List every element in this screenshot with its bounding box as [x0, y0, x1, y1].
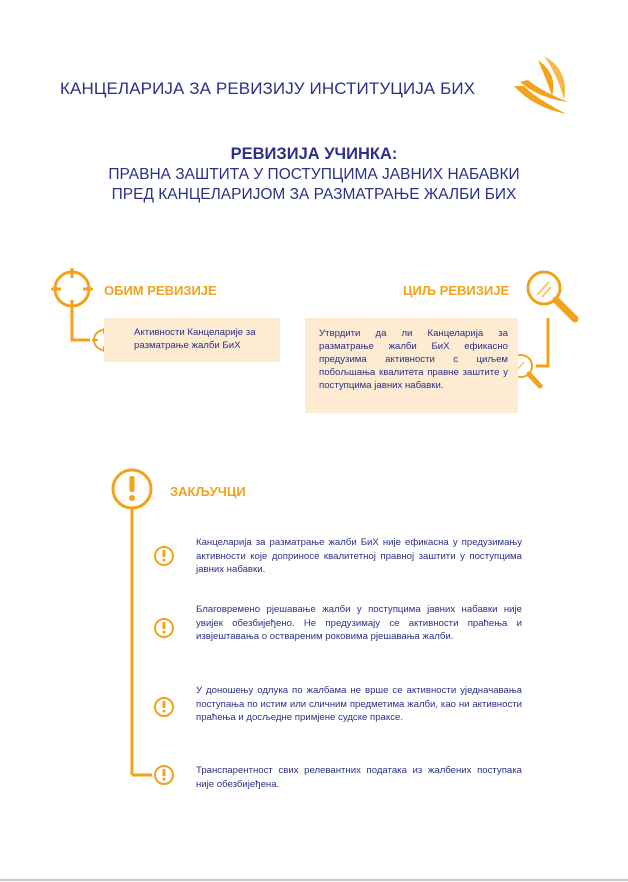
- scope-text: Активности Канцеларије за разматрање жалби БиХ: [134, 327, 256, 351]
- report-subtitle-line1: ПРАВНА ЗАШТИТА У ПОСТУПЦИМА ЈАВНИХ НАБАВКИ: [108, 166, 520, 183]
- magnifier-icon: [528, 272, 575, 319]
- target-icon: [51, 268, 93, 310]
- scope-heading: ОБИМ РЕВИЗИЈЕ: [104, 283, 217, 298]
- warning-small-icon: [155, 698, 173, 716]
- scope-box: [104, 318, 280, 362]
- conclusion-item: Канцеларија за разматрање жалби БиХ није ефикасна у предузимању активности које доприносе квалитетној правној заштити у поступцима јавних набавки.: [196, 537, 522, 576]
- warning-small-icon: [155, 619, 173, 637]
- conclusions-heading: ЗАКЉУЧЦИ: [170, 484, 246, 499]
- report-title: РЕВИЗИЈА УЧИНКА:: [230, 145, 398, 163]
- conclusion-item: У доношењу одлука по жалбама не врше се активности уједначавања поступања по истим или сличним предметима жалби, као ни активности праћења и досљедне примјене судске праксе.: [196, 685, 522, 724]
- warning-small-icon: [155, 766, 173, 784]
- goal-box: [305, 318, 518, 413]
- goal-heading: ЦИЉ РЕВИЗИЈЕ: [403, 283, 510, 298]
- organization-title: КАНЦЕЛАРИЈА ЗА РЕВИЗИЈУ ИНСТИТУЦИЈА БИХ: [60, 79, 476, 98]
- conclusion-item: Транспарентност свих релевантних података из жалбених поступака није обезбијеђена.: [196, 765, 522, 790]
- page-bottom-divider: [0, 879, 628, 881]
- report-subtitle-line2: ПРЕД КАНЦЕЛАРИЈОМ ЗА РАЗМАТРАЊЕ ЖАЛБИ БИХ: [111, 186, 517, 203]
- warning-small-icon: [155, 547, 173, 565]
- conclusion-item: Благовремено рјешавање жалби у поступцима јавних набавки није увијек обезбијеђено. Не предузимају се активности праћења и извјештавања о оствареним роковима рјешавања жалби.: [196, 604, 522, 643]
- warning-large-icon: [113, 470, 151, 508]
- goal-text: Утврдити да ли Канцеларија за разматрање жалби БиХ ефикасно предузима активности с циљем побољшања квалитета правне заштите у поступцима јавних набавки.: [319, 328, 508, 391]
